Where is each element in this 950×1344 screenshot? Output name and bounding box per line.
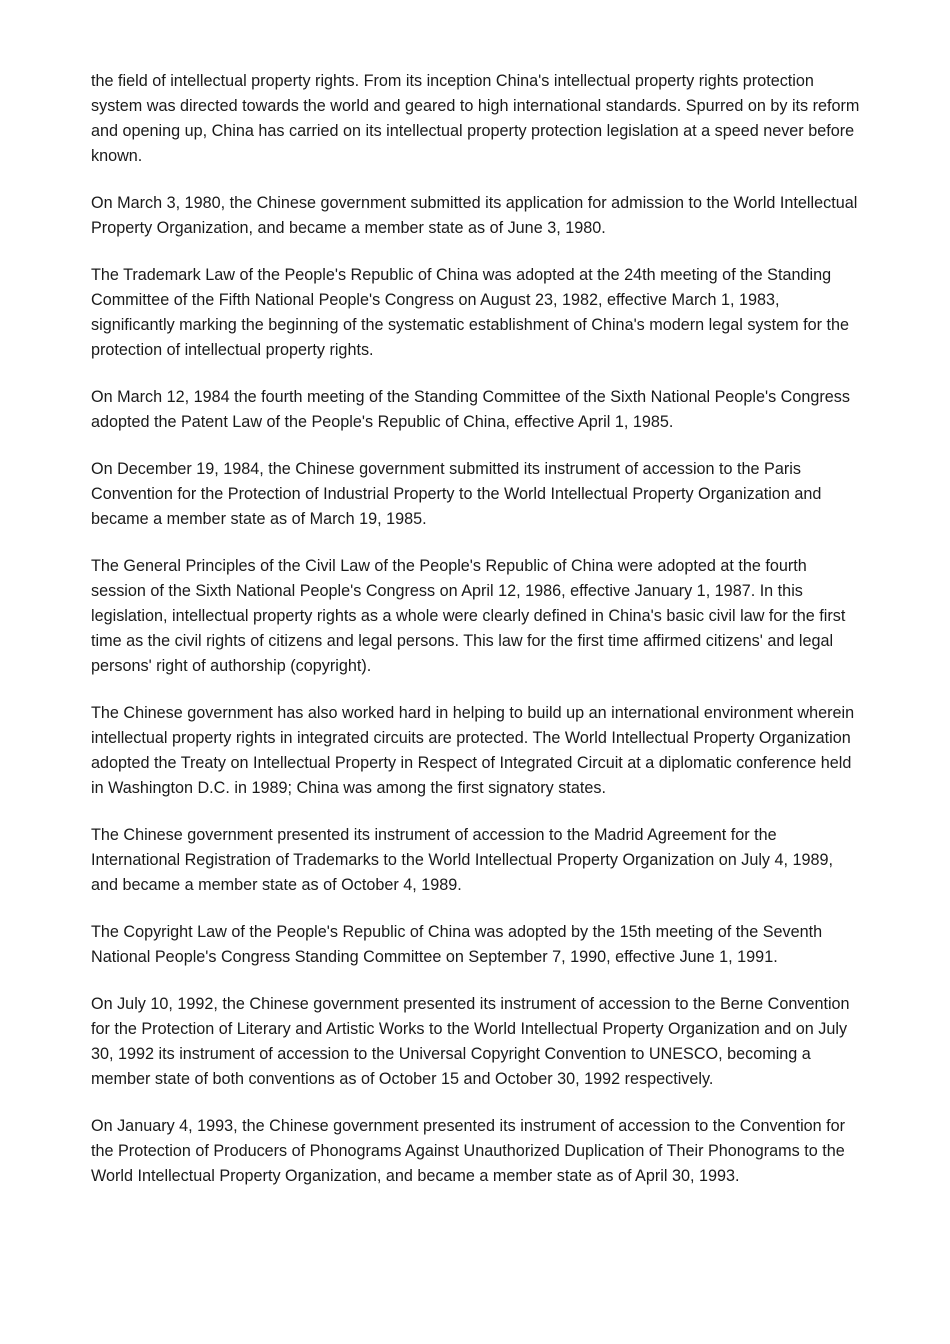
paragraph-integrated-circuits: The Chinese government has also worked hard in helping to build up an international environment wherein intellectual property rights in integrated circuits are protected. The World Intellectual Property Organization adopted the Treaty on Intellectual Property in Respect of Integrated Circuit at a diplomatic conference held in Washington D.C. in 1989; China was among the first signatory states. [91, 704, 855, 797]
paragraph-trademark-law: The Trademark Law of the People's Republic of China was adopted at the 24th meeting of the Standing Committee of the Fifth National People's Congress on August 23, 1982, effective March 1, 1983, significantly marking the beginning of the systematic establishment of China's modern legal system for the protection of intellectual property rights. [91, 266, 849, 359]
paragraph-wipo-admission: On March 3, 1980, the Chinese government submitted its application for admission to the World Intellectual Property Organization, and became a member state as of June 3, 1980. [91, 194, 858, 237]
paragraph-berne-convention: On July 10, 1992, the Chinese government presented its instrument of accession to the Berne Convention for the Protection of Literary and Artistic Works to the World Intellectual Property Organization and on July 30, 1992 its instrument of accession to the Universal Copyright Convention to UNESCO, becoming a member state of both conventions as of October 15 and October 30, 1992 respectively. [91, 995, 850, 1088]
paragraph-madrid-agreement: The Chinese government presented its instrument of accession to the Madrid Agreement for the International Registration of Trademarks to the World Intellectual Property Organization on July 4, 1989, and became a member state as of October 4, 1989. [91, 826, 834, 894]
document-body [91, 69, 863, 1211]
paragraph-phonograms-convention: On January 4, 1993, the Chinese government presented its instrument of accession to the Convention for the Protection of Producers of Phonograms Against Unauthorized Duplication of Their Phonograms to the World Intellectual Property Organization, and became a member state as of April 30, 1993. [91, 1117, 846, 1185]
paragraph-civil-law: The General Principles of the Civil Law of the People's Republic of China were adopted at the fourth session of the Sixth National People's Congress on April 12, 1986, effective January 1, 1987. In this legislation, intellectual property rights as a whole were clearly defined in China's basic civil law for the first time as the civil rights of citizens and legal persons. This law for the first time affirmed citizens' and legal persons' right of authorship (copyright). [91, 557, 846, 675]
paragraph-patent-law: On March 12, 1984 the fourth meeting of the Standing Committee of the Sixth National People's Congress adopted the Patent Law of the People's Republic of China, effective April 1, 1985. [91, 388, 850, 431]
paragraph-continuation: the field of intellectual property rights. From its inception China's intellectual property rights protection system was directed towards the world and geared to high international standards. Spurred on by its reform and opening up, China has carried on its intellectual property protection legislation at a speed never before known. [91, 72, 860, 165]
paragraph-paris-convention: On December 19, 1984, the Chinese government submitted its instrument of accession to the Paris Convention for the Protection of Industrial Property to the World Intellectual Property Organization and became a member state as of March 19, 1985. [91, 460, 822, 528]
paragraph-copyright-law: The Copyright Law of the People's Republic of China was adopted by the 15th meeting of the Seventh National People's Congress Standing Committee on September 7, 1990, effective June 1, 1991. [91, 923, 823, 966]
